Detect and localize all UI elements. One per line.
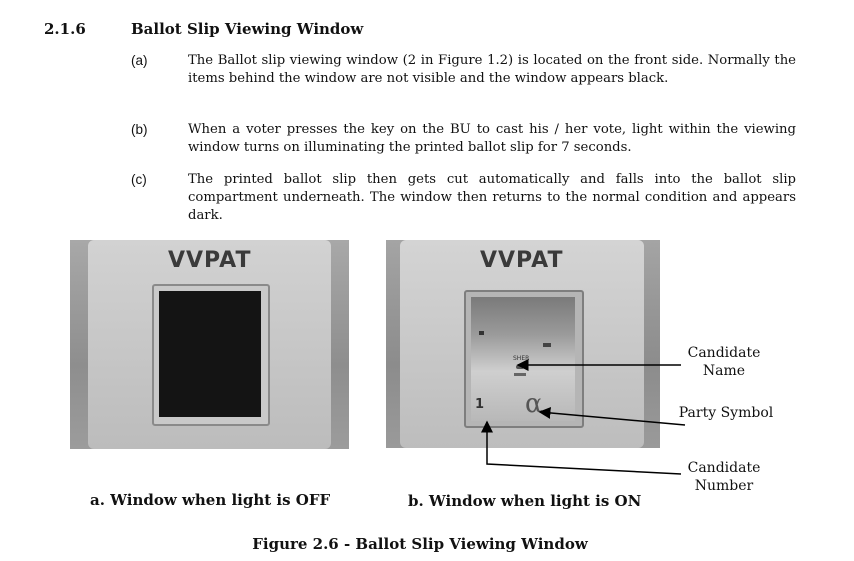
callout-party-symbol: Party Symbol — [678, 405, 774, 421]
callout-candidate-number: Candidate Number — [687, 460, 761, 494]
caption-light-off: a. Window when light is OFF — [90, 491, 331, 509]
slip-candidate-number: 1 — [475, 397, 485, 412]
paragraph-text: The Ballot slip viewing window (2 in Figure 1.2) is located on the front side. Normally the items behind the window are not visible and the window appears black. — [188, 53, 796, 86]
slip-candidate-name: SHER — [513, 355, 530, 362]
paragraph-text: When a voter presses the key on the BU to cast his / her vote, light within the viewing window turns on illuminating the printed ballot slip for 7 seconds. — [188, 122, 796, 155]
section-title: Ballot Slip Viewing Window — [131, 20, 364, 38]
paragraph-label: (c) — [131, 172, 147, 187]
paragraph-label: (b) — [131, 122, 148, 137]
caption-light-on: b. Window when light is ON — [408, 492, 642, 510]
vvpat-brand-label: VVPAT — [168, 248, 252, 273]
slip-party-symbol: α — [525, 389, 543, 419]
paragraph-text: The printed ballot slip then gets cut automatically and falls into the ballot slip compartment underneath. The window then returns to the normal condition and appears dark. — [188, 172, 796, 223]
party-symbol-arrow — [540, 412, 685, 425]
vvpat-brand-label: VVPAT — [480, 248, 564, 273]
paragraph-label: (a) — [131, 53, 148, 68]
candidate-number-arrow — [487, 422, 681, 474]
figure-title: Figure 2.6 - Ballot Slip Viewing Window — [252, 535, 588, 553]
callout-candidate-name: Candidate Name — [687, 345, 761, 379]
section-number: 2.1.6 — [44, 20, 86, 38]
